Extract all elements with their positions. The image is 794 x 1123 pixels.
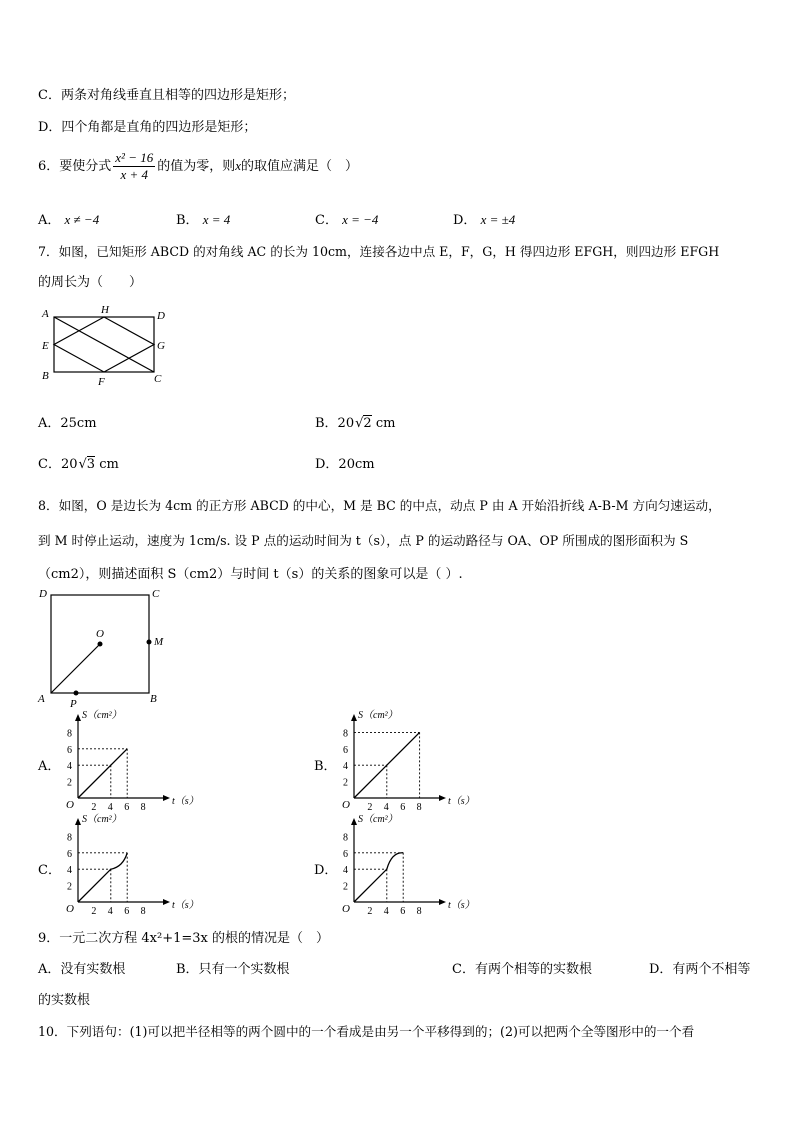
q6-option-a <box>38 209 99 228</box>
point-o <box>98 642 103 647</box>
x-tick-label: 2 <box>91 802 97 813</box>
x-tick-label: 4 <box>383 906 389 917</box>
y-tick-label: 8 <box>343 832 348 844</box>
q5-option-d: D．四个角都是直角的四边形是矩形； <box>38 120 257 135</box>
q7-option-c-prefix: C．20 <box>38 457 78 472</box>
y-tick-label: 4 <box>343 865 348 877</box>
q9-option-d-cont: 的实数根 <box>38 993 91 1008</box>
q6-numerator: x² − 16 <box>115 150 154 165</box>
x-tick-label: 8 <box>140 906 146 917</box>
x-axis-arrow-icon <box>163 795 170 801</box>
q7-option-c-unit: cm <box>99 457 119 472</box>
q6-option-a-value: x ≠ −4 <box>64 212 100 227</box>
q8-graph-d-label: D． <box>314 863 338 878</box>
q6-prefix: 6．要使分式 <box>38 159 112 174</box>
t-axis-label: t（s） <box>448 900 475 911</box>
x-tick-label: 2 <box>367 802 373 813</box>
q8-graph-c <box>58 812 208 922</box>
q9-option-a: A．没有实数根 <box>38 962 126 977</box>
q6-option-c-label: C． <box>315 213 338 228</box>
y-axis-arrow-icon <box>75 818 81 825</box>
point-m <box>147 640 152 645</box>
q7-rectangle-figure <box>38 302 173 388</box>
y-tick-label: 4 <box>343 761 348 773</box>
x-tick-label: 6 <box>124 802 130 813</box>
q8-graph-c-label: C． <box>38 863 61 878</box>
x-axis-arrow-icon <box>163 899 170 905</box>
q7-option-b-prefix: B．20 <box>315 416 355 431</box>
q6-option-c-value: x = −4 <box>342 212 379 227</box>
y-tick-label: 6 <box>67 744 72 756</box>
label-c: C <box>154 373 162 385</box>
label-f: F <box>98 376 105 388</box>
q6-option-b <box>176 209 230 228</box>
q8-line1: 8．如图，O 是边长为 4cm 的正方形 ABCD 的中心，M 是 BC 的中点，动点 P 由 A 开始沿折线 A-B-M 方向匀速运动， <box>38 498 721 513</box>
q6-denominator: x + 4 <box>120 167 149 182</box>
q6-option-d-label: D． <box>453 213 477 228</box>
y-tick-label: 6 <box>67 848 72 860</box>
q7-option-b-unit: cm <box>375 416 396 431</box>
y-axis-label: S（cm²） <box>358 710 398 721</box>
q6-var: x <box>235 158 242 173</box>
label-e: E <box>42 340 49 352</box>
sqrt-icon: √ <box>355 416 364 431</box>
y-tick-label: 6 <box>343 848 348 860</box>
y-tick-label: 4 <box>67 761 72 773</box>
x-tick-label: 2 <box>91 906 97 917</box>
q8-graph-a-label: A． <box>38 759 61 774</box>
x-tick-label: 4 <box>107 906 113 917</box>
origin-label: O <box>66 903 74 915</box>
segment-ao <box>51 644 100 693</box>
y-axis-label: S（cm²） <box>82 814 122 825</box>
q5-option-c: C．两条对角线垂直且相等的四边形是矩形； <box>38 88 295 103</box>
q8-graph-b-label: B． <box>314 759 337 774</box>
q6-fraction <box>113 150 155 183</box>
s-t-curve <box>354 853 403 902</box>
q6-option-c <box>315 209 378 228</box>
y-axis-label: S（cm²） <box>82 710 122 721</box>
origin-label: O <box>342 799 350 811</box>
x-tick-label: 4 <box>383 802 389 813</box>
q6-option-d <box>453 209 515 228</box>
x-axis-arrow-icon <box>439 795 446 801</box>
y-tick-label: 2 <box>67 777 72 789</box>
label-g: G <box>157 340 165 352</box>
q9-stem: 9．一元二次方程 4x²+1=3x 的根的情况是（ ） <box>38 931 330 946</box>
q6-option-d-value: x = ±4 <box>480 212 516 227</box>
y-axis-arrow-icon <box>75 714 81 721</box>
q8-square-figure <box>36 585 176 710</box>
label-b: B <box>150 693 157 705</box>
q7-option-a: A．25cm <box>38 416 97 431</box>
label-a: A <box>38 693 45 705</box>
y-axis-arrow-icon <box>351 818 357 825</box>
x-tick-label: 6 <box>400 802 406 813</box>
y-tick-label: 2 <box>67 881 72 893</box>
q7-option-b <box>315 412 395 431</box>
q6-option-a-label: A． <box>38 213 61 228</box>
label-p: P <box>70 698 77 710</box>
x-tick-label: 4 <box>107 802 113 813</box>
q7-option-c-radicand: 3 <box>86 457 96 472</box>
q7-option-b-radicand: 2 <box>363 416 372 431</box>
origin-label: O <box>66 799 74 811</box>
y-tick-label: 4 <box>67 865 72 877</box>
q6-stem <box>38 150 358 183</box>
t-axis-label: t（s） <box>172 796 199 807</box>
diagonal-ac <box>54 317 154 372</box>
label-b: B <box>42 370 49 382</box>
s-t-curve <box>78 749 127 798</box>
x-tick-label: 2 <box>367 906 373 917</box>
label-m: M <box>154 636 164 648</box>
y-axis-arrow-icon <box>351 714 357 721</box>
q7-option-d: D．20cm <box>315 457 375 472</box>
q6-option-b-label: B． <box>176 213 199 228</box>
x-axis-arrow-icon <box>439 899 446 905</box>
q7-option-c <box>38 453 119 472</box>
q6-option-b-value: x = 4 <box>202 212 231 227</box>
q7-line1: 7．如图，已知矩形 ABCD 的对角线 AC 的长为 10cm，连接各边中点 E，F，G，H 得四边形 EFGH，则四边形 EFGH <box>38 244 720 259</box>
q10-line1: 10．下列语句：(1)可以把半径相等的两个圆中的一个看成是由另一个平移得到的；(2)可以把两个全等图形中的一个看 <box>38 1024 695 1039</box>
x-tick-label: 8 <box>416 906 422 917</box>
y-tick-label: 2 <box>343 777 348 789</box>
origin-label: O <box>342 903 350 915</box>
y-axis-label: S（cm²） <box>358 814 398 825</box>
x-tick-label: 8 <box>416 802 422 813</box>
sqrt-icon: √ <box>78 457 87 472</box>
label-o: O <box>96 628 104 640</box>
t-axis-label: t（s） <box>172 900 199 911</box>
label-d: D <box>157 310 165 322</box>
label-c: C <box>152 588 160 600</box>
t-axis-label: t（s） <box>448 796 475 807</box>
label-a: A <box>42 308 49 320</box>
q9-option-d: D．有两个不相等 <box>649 962 751 977</box>
x-tick-label: 8 <box>140 802 146 813</box>
q8-line3: （cm2），则描述面积 S（cm2）与时间 t（s）的关系的图象可以是（ ）. <box>38 567 463 582</box>
y-tick-label: 8 <box>67 728 72 740</box>
point-p <box>74 691 79 696</box>
y-tick-label: 8 <box>343 728 348 740</box>
y-tick-label: 8 <box>67 832 72 844</box>
q6-suffix-b: 的取值应满足（ ） <box>241 159 359 174</box>
q8-graph-b <box>334 708 484 818</box>
s-t-curve <box>78 853 127 902</box>
q8-graph-a <box>58 708 208 818</box>
q8-line2: 到 M 时停止运动，速度为 1cm/s. 设 P 点的运动时间为 t（s），点 P 的运动路径与 OA、OP 所围成的图形面积为 S <box>38 533 689 548</box>
q9-option-c: C．有两个相等的实数根 <box>452 962 592 977</box>
q7-line2: 的周长为（ ） <box>38 275 143 290</box>
q9-option-b: B．只有一个实数根 <box>176 962 290 977</box>
x-tick-label: 6 <box>400 906 406 917</box>
y-tick-label: 2 <box>343 881 348 893</box>
q6-suffix-a: 的值为零，则 <box>157 159 236 174</box>
q8-graph-d <box>334 812 484 922</box>
label-h: H <box>101 304 109 316</box>
x-tick-label: 6 <box>124 906 130 917</box>
label-d: D <box>39 588 47 600</box>
y-tick-label: 6 <box>343 744 348 756</box>
